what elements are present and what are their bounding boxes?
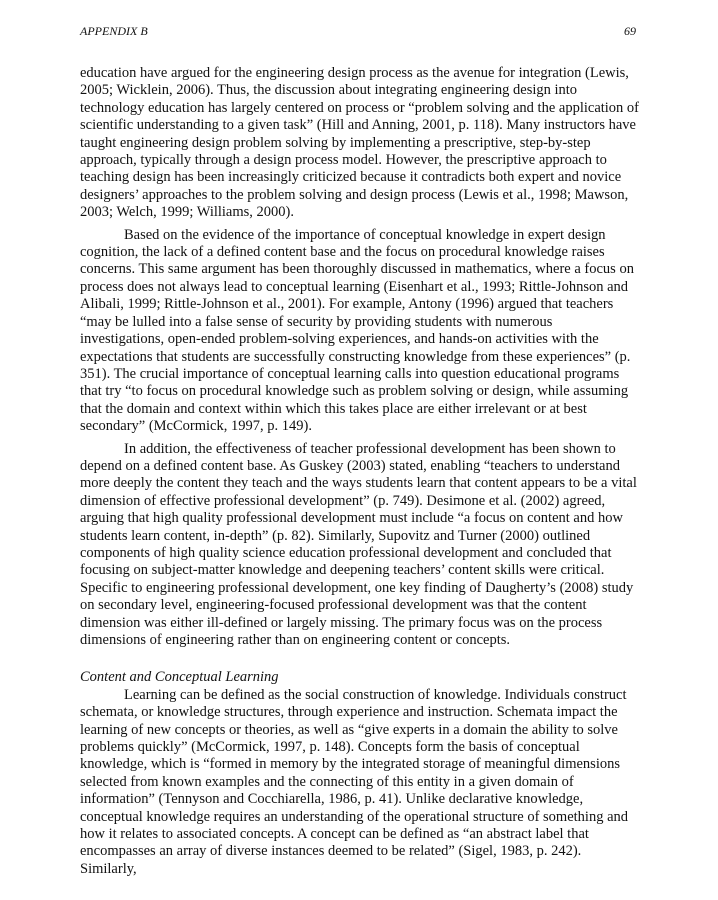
paragraph-content-learning: Learning can be defined as the social construction of knowledge. Individuals construct schemata, or knowledge structures, through experience and instruction. Schemata impact the learning of new concepts or theories, as well as “give experts in a domain the ability to solve problems quickly” (McCormick, 1997, p. 148). Concepts form the basis of conceptual knowledge, which is “formed in memory by the integrated storage of meaningful dimensions selected from known examples and the connecting of this entity in a given domain of information” (Tennyson and Cocchiarella, 1986, p. 41). Unlike declarative knowledge, conceptual knowledge requires an understanding of the operational structure of something and how it relates to associated concepts. A concept can be defined as “an abstract label that encompasses an array of diverse instances deemed to be related” (Sigel, 1983, p. 242). Similarly, [80, 686, 629, 877]
paragraph-continued: education have argued for the engineering design process as the avenue for integration (Lewis, 2005; Wicklein, 2006). Thus, the discussion about integrating engineering design into technology education has largely centered on process or “problem solving and the application of scientific understanding to a given task” (Hill and Anning, 2001, p. 118). Many instructors have taught engineering design problem solving by implementing a prescriptive, step-by-step approach, typically through a design process model. However, the prescriptive approach to teaching design has been increasingly criticized because it contradicts both expert and novice designers’ approaches to the problem solving and design process (Lewis et al., 1998; Mawson, 2003; Welch, 1999; Williams, 2000). [80, 65, 640, 221]
page-number: 69 [624, 24, 636, 38]
appendix-label: APPENDIX B [80, 24, 148, 38]
section-heading: Content and Conceptual Learning [80, 669, 279, 686]
body-text [80, 65, 640, 883]
paragraph-conceptual-knowledge: Based on the evidence of the importance of conceptual knowledge in expert design cognition, the lack of a defined content base and the focus on procedural knowledge raises concerns. This same argument has been thoroughly discussed in mathematics, where a focus on process does not always lead to conceptual learning (Eisenhart et al., 1993; Rittle-Johnson and Alibali, 1999; Rittle-Johnson et al., 2001). For example, Antony (1996) argued that teachers “may be lulled into a false sense of security by providing students with numerous investigations, open-ended problem-solving experiences, and hands-on activities with the expectations that students are successfully constructing knowledge from these experiences” (p. 351). The crucial importance of conceptual learning calls into question educational programs that try “to focus on procedural knowledge such as problem solving or design, while assuming that the domain and context within which this takes place are either irrelevant or at best secondary” (McCormick, 1997, p. 149). [80, 226, 634, 435]
running-header [80, 22, 636, 40]
paragraph-professional-development: In addition, the effectiveness of teacher professional development has been shown to depend on a defined content base. As Guskey (2003) stated, enabling “teachers to understand more deeply the content they teach and the ways students learn that content appears to be a vital dimension of effective professional development” (p. 749). Desimone et al. (2002) agreed, arguing that high quality professional development must include “a focus on content and how students learn content, in-depth” (p. 82). Similarly, Supovitz and Turner (2000) outlined components of high quality science education professional development and concluded that focusing on subject-matter knowledge and deepening teachers’ content skills were critical. Specific to engineering professional development, one key finding of Daugherty’s (2008) study on secondary level, engineering-focused professional development was that the content dimension was either ill-defined or largely missing. The primary focus was on the process dimensions of engineering rather than on engineering content or concepts. [80, 440, 637, 648]
